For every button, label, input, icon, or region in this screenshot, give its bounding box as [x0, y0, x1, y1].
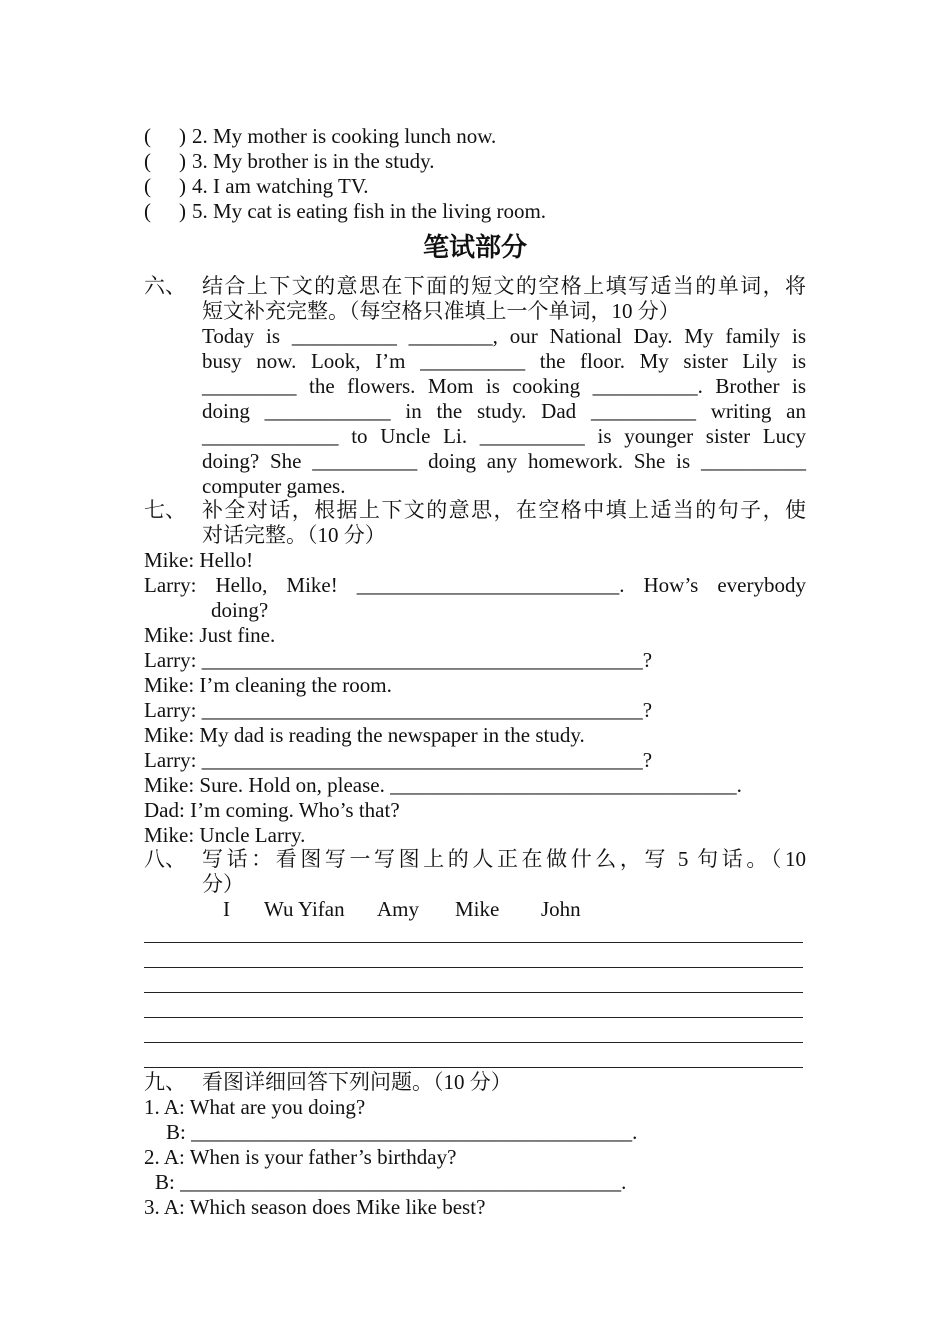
dialogue-line: Mike: Hello! — [144, 548, 254, 572]
dialogue-line: Larry: __________________________________________? — [144, 698, 653, 722]
listening-item: ( ) 4. I am watching TV. — [144, 174, 369, 198]
dialogue-line: Larry: Hello, Mike! _________________________. How’s everybody — [144, 573, 806, 597]
passage-line: computer games. — [202, 474, 346, 498]
question-line: 3. A: Which season does Mike like best? — [144, 1195, 486, 1219]
answer-line: B: __________________________________________. — [166, 1120, 638, 1144]
section-number: 六、 — [144, 274, 186, 298]
section-instruction: 写话：看图写一写图上的人正在做什么，写 5 句话。（10 — [202, 847, 806, 871]
section-instruction: 结合上下文的意思在下面的短文的空格上填写适当的单词，将 — [202, 274, 806, 298]
passage-line: doing ____________ in the study. Dad __________ writing an — [202, 399, 806, 423]
section-instruction: 补全对话，根据上下文的意思，在空格中填上适当的句子，使 — [202, 498, 806, 522]
dialogue-line: Mike: Just fine. — [144, 623, 276, 647]
dialogue-line: doing? — [211, 598, 269, 622]
listening-item: ( ) 5. My cat is eating fish in the living room. — [144, 199, 547, 223]
writing-line[interactable] — [144, 967, 803, 968]
picture-name: I — [223, 897, 230, 921]
passage-line: _________ the flowers. Mom is cooking __________. Brother is — [202, 374, 806, 398]
picture-name: John — [541, 897, 581, 921]
dialogue-line: Mike: I’m cleaning the room. — [144, 673, 392, 697]
writing-line[interactable] — [144, 1067, 803, 1068]
dialogue-line: Larry: __________________________________________? — [144, 648, 653, 672]
section-instruction: 看图详细回答下列问题。（10 分） — [202, 1070, 512, 1094]
section-title: 笔试部分 — [422, 233, 527, 262]
section-instruction: 分） — [202, 872, 244, 896]
writing-line[interactable] — [144, 992, 803, 993]
section-instruction: 短文补充完整。（每空格只准填上一个单词，10 分） — [202, 299, 680, 323]
section-instruction: 对话完整。（10 分） — [202, 523, 386, 547]
listening-item: ( ) 2. My mother is cooking lunch now. — [144, 124, 497, 148]
passage-line: _____________ to Uncle Li. __________ is younger sister Lucy — [202, 424, 806, 448]
dialogue-line: Mike: My dad is reading the newspaper in the study. — [144, 723, 585, 747]
writing-line[interactable] — [144, 1017, 803, 1018]
dialogue-line: Mike: Uncle Larry. — [144, 823, 306, 847]
section-number: 八、 — [144, 847, 186, 871]
listening-item: ( ) 3. My brother is in the study. — [144, 149, 435, 173]
picture-name: Wu Yifan — [264, 897, 345, 921]
dialogue-line: Mike: Sure. Hold on, please. _________________________________. — [144, 773, 742, 797]
writing-line[interactable] — [144, 942, 803, 943]
section-number: 九、 — [144, 1070, 186, 1094]
picture-name: Mike — [455, 897, 500, 921]
question-line: 2. A: When is your father’s birthday? — [144, 1145, 457, 1169]
section-number: 七、 — [144, 498, 186, 522]
passage-line: doing? She __________ doing any homework. She is __________ — [202, 449, 806, 473]
writing-line[interactable] — [144, 1042, 803, 1043]
passage-line: busy now. Look, I’m __________ the floor. My sister Lily is — [202, 349, 806, 373]
dialogue-line: Dad: I’m coming. Who’s that? — [144, 798, 400, 822]
picture-name: Amy — [377, 897, 419, 921]
answer-line: B: __________________________________________. — [155, 1170, 627, 1194]
passage-line: Today is __________ ________, our National Day. My family is — [202, 324, 806, 348]
dialogue-line: Larry: __________________________________________? — [144, 748, 653, 772]
question-line: 1. A: What are you doing? — [144, 1095, 366, 1119]
